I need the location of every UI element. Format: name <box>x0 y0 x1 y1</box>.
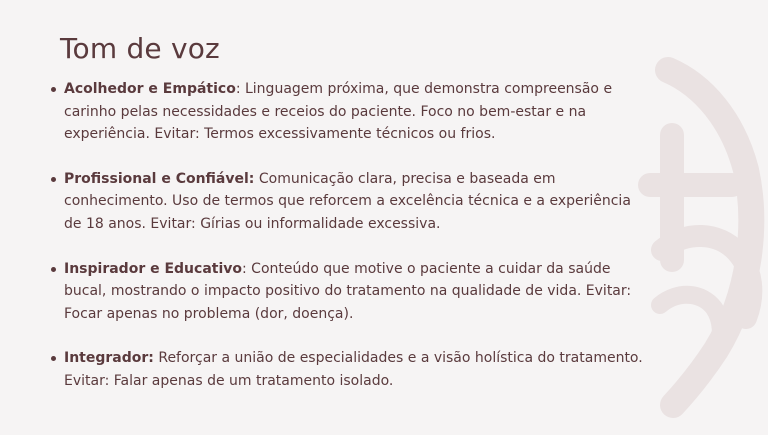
tone-term: Profissional e Confiável: <box>64 170 255 187</box>
tone-item <box>46 78 646 146</box>
tone-term: Acolhedor e Empático <box>64 81 236 97</box>
tone-item <box>46 258 646 326</box>
tone-description: Reforçar a união de especialidades e a visão holística do tratamento. Evitar: Falar apenas de um tratamento isolado. <box>64 350 643 389</box>
tone-term: Inspirador e Educativo <box>64 260 243 277</box>
tone-description: Comunicação clara, precisa e baseada em conhecimento. Uso de termos que reforcem a excelência técnica e a experiência de 18 anos. Evitar: Gírias ou informalidade excessiva. <box>64 170 631 232</box>
tone-item <box>46 347 646 392</box>
tone-term: Integrador: <box>64 350 154 367</box>
tone-description: : Linguagem próxima, que demonstra compreensão e carinho pelas necessidades e receios do paciente. Foco no bem-estar e na experiência. Evitar: Termos excessivamente técnicos ou frios. <box>64 81 613 143</box>
bullet-dot-icon <box>51 177 56 182</box>
bullet-dot-icon <box>51 87 56 92</box>
bullet-dot-icon <box>51 267 56 272</box>
page-title: Tom de voz <box>60 32 220 65</box>
tone-item <box>46 168 646 236</box>
tone-description: : Conteúdo que motive o paciente a cuidar da saúde bucal, mostrando o impacto positivo do tratamento na qualidade de vida. Evitar: Focar apenas no problema (dor, doença). <box>64 260 632 322</box>
brand-shield-watermark-icon <box>628 0 768 435</box>
bullet-dot-icon <box>51 356 56 361</box>
tone-list <box>46 78 646 393</box>
